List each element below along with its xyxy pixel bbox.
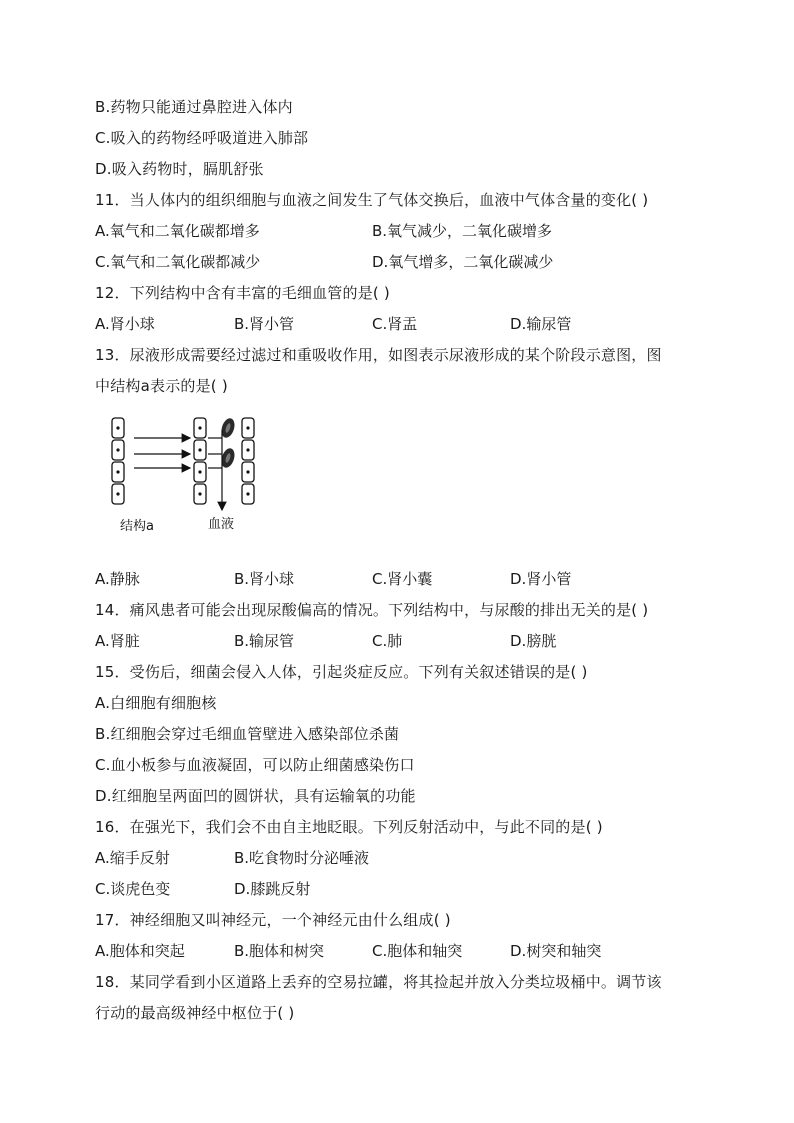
option-text: B.胞体和树突 <box>234 942 325 960</box>
reabsorption-arrows <box>134 438 222 468</box>
option-text: A.缩手反射 <box>95 849 170 867</box>
question-13-cont: 中结构a表示的是( ) <box>95 377 228 395</box>
question-11: 11．当人体内的组织细胞与血液之间发生了气体交换后，血液中气体含量的变化( ) <box>95 191 649 209</box>
option-text: A.肾小球 <box>95 315 155 333</box>
option-text: D.膀胱 <box>510 632 557 650</box>
option-text: C.血小板参与血液凝固，可以防止细菌感染伤口 <box>95 756 415 774</box>
option-text: B.肾小球 <box>234 570 295 588</box>
option-text: A.白细胞有细胞核 <box>95 694 217 712</box>
option-text: B.红细胞会穿过毛细血管壁进入感染部位杀菌 <box>95 725 400 743</box>
cell-column-right <box>242 418 254 504</box>
option-text: C.肾小囊 <box>372 570 433 588</box>
option-text: D.肾小管 <box>510 570 572 588</box>
option-text: B.吃食物时分泌唾液 <box>234 849 370 867</box>
question-18: 18．某同学看到小区道路上丢弃的空易拉罐，将其捡起并放入分类垃圾桶中。调节该 <box>95 973 662 991</box>
option-text: D.输尿管 <box>510 315 572 333</box>
option-text: C.肾盂 <box>372 315 418 333</box>
cell-column-left <box>112 418 124 504</box>
filtration-diagram <box>104 410 264 540</box>
question-13: 13．尿液形成需要经过滤过和重吸收作用，如图表示尿液形成的某个阶段示意图，图 <box>95 346 662 364</box>
question-15: 15．受伤后，细菌会侵入人体，引起炎症反应。下列有关叙述错误的是( ) <box>95 663 588 681</box>
option-text: A.静脉 <box>95 570 140 588</box>
option-text: C.肺 <box>372 632 403 650</box>
diagram-label-blood: 血液 <box>208 517 235 532</box>
option-text: A.胞体和突起 <box>95 942 185 960</box>
question-18-cont: 行动的最高级神经中枢位于( ) <box>95 1004 295 1022</box>
option-text: D.树突和轴突 <box>510 942 602 960</box>
option-text: D.红细胞呈两面凹的圆饼状，具有运输氧的功能 <box>95 787 416 805</box>
option-text: D.吸入药物时，膈肌舒张 <box>95 160 264 178</box>
option-text: C.氧气和二氧化碳都减少 <box>95 253 261 271</box>
option-text: C.吸入的药物经呼吸道进入肺部 <box>95 129 309 147</box>
option-text: A.肾脏 <box>95 632 140 650</box>
question-12: 12．下列结构中含有丰富的毛细血管的是( ) <box>95 284 390 302</box>
diagram-label-structure: 结构a <box>120 519 154 534</box>
cell-column-middle <box>194 418 206 504</box>
option-text: D.膝跳反射 <box>234 880 311 898</box>
option-text: D.氧气增多，二氧化碳减少 <box>372 253 554 271</box>
question-16: 16．在强光下，我们会不由自主地眨眼。下列反射活动中，与此不同的是( ) <box>95 818 603 836</box>
option-text: B.氧气减少，二氧化碳增多 <box>372 222 553 240</box>
option-text: B.肾小管 <box>234 315 295 333</box>
option-text: B.药物只能通过鼻腔进入体内 <box>95 98 293 116</box>
option-text: A.氧气和二氧化碳都增多 <box>95 222 260 240</box>
option-text: B.输尿管 <box>234 632 295 650</box>
question-14: 14．痛风患者可能会出现尿酸偏高的情况。下列结构中，与尿酸的排出无关的是( ) <box>95 601 649 619</box>
option-text: C.胞体和轴突 <box>372 942 463 960</box>
option-text: C.谈虎色变 <box>95 880 171 898</box>
question-17: 17．神经细胞又叫神经元，一个神经元由什么组成( ) <box>95 911 451 929</box>
